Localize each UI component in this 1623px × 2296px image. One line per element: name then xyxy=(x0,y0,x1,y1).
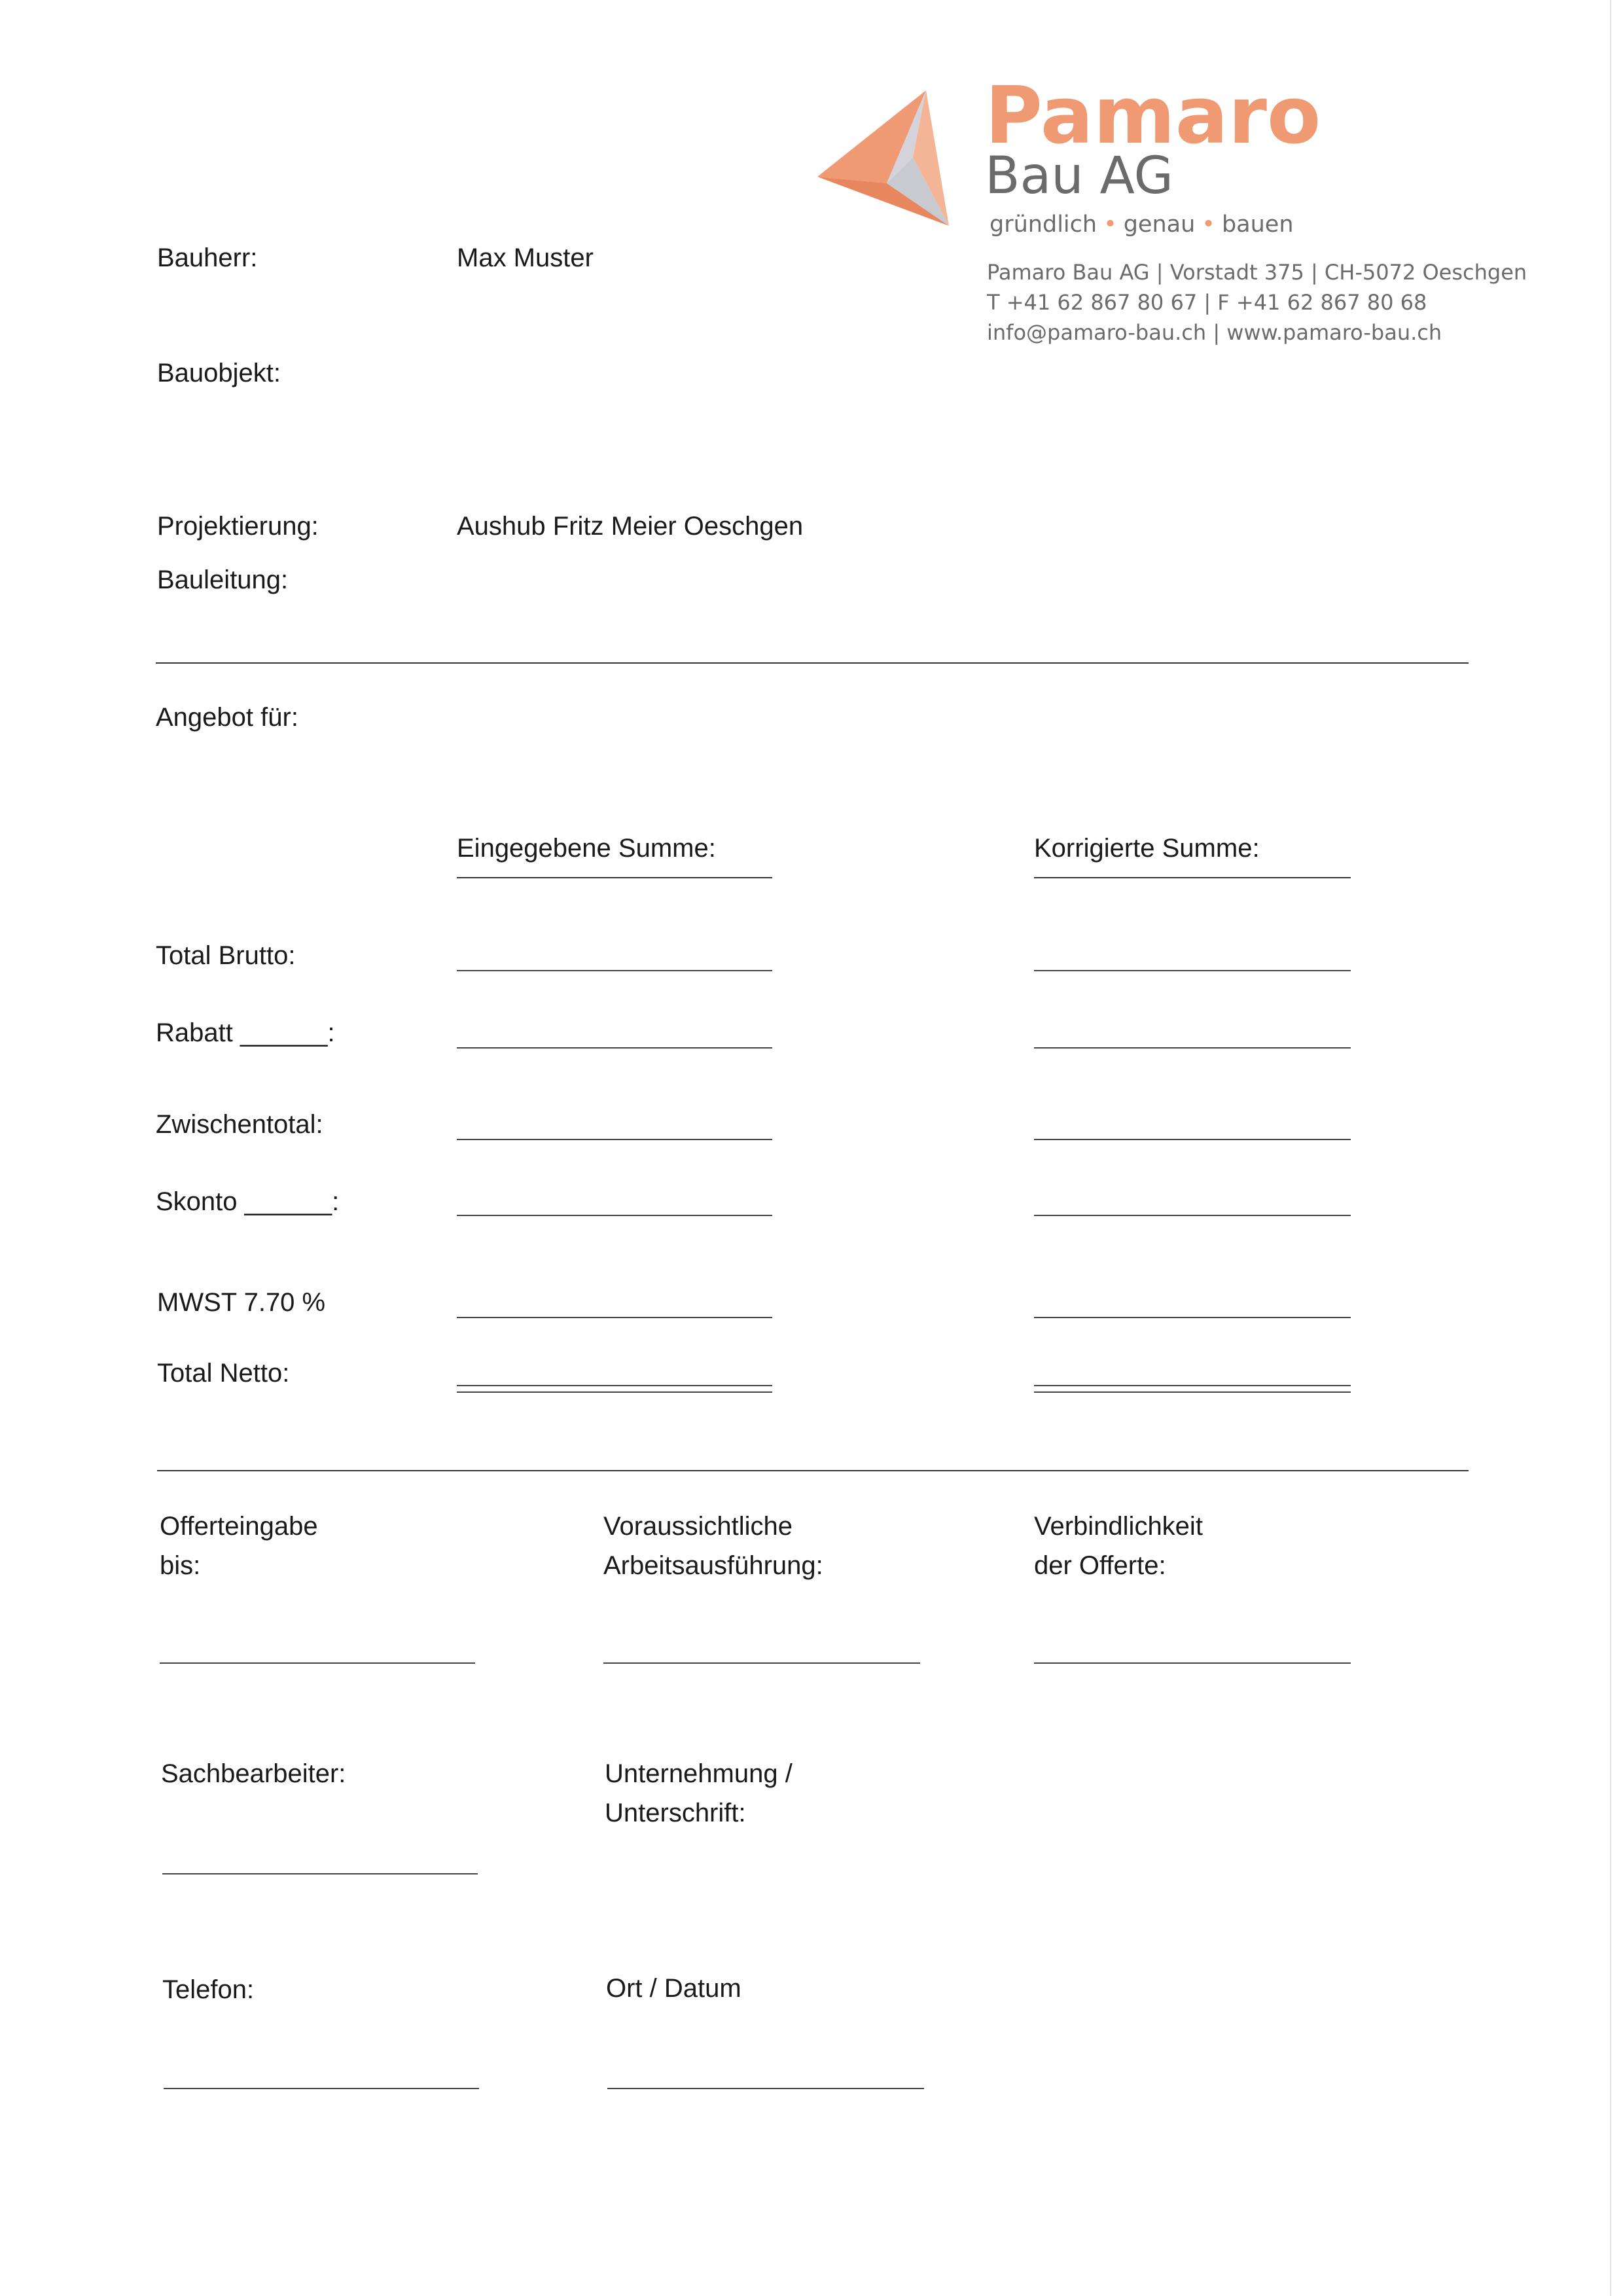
col-header-entered: Eingegebene Summe: xyxy=(457,834,716,863)
field-line-rabatt-entered[interactable] xyxy=(457,1047,772,1049)
company-phone: T +41 62 867 80 67 | F +41 62 867 80 68 xyxy=(987,290,1427,315)
field-line-telefon[interactable] xyxy=(164,2088,479,2089)
row-label-zwischentotal: Zwischentotal: xyxy=(156,1110,323,1139)
field-line-ort-datum[interactable] xyxy=(607,2088,924,2089)
sachbearbeiter-label: Sachbearbeiter: xyxy=(161,1759,346,1788)
bauleitung-label: Bauleitung: xyxy=(157,565,289,594)
field-line-total-brutto-corrected[interactable] xyxy=(1034,970,1351,971)
verbindlichkeit-label-line1: Verbindlichkeit xyxy=(1034,1512,1203,1541)
company-address: Pamaro Bau AG | Vorstadt 375 | CH-5072 Oeschgen xyxy=(987,260,1527,285)
col-header-entered-underline xyxy=(457,877,772,878)
row-label-mwst: MWST 7.70 % xyxy=(157,1288,326,1317)
arbeitsausfuehrung-label-line1: Voraussichtliche xyxy=(603,1512,793,1541)
field-line-mwst-corrected[interactable] xyxy=(1034,1317,1351,1318)
field-line-total-brutto-entered[interactable] xyxy=(457,970,772,971)
field-line-arbeitsausfuehrung[interactable] xyxy=(603,1662,920,1664)
tagline-word-2: genau xyxy=(1123,211,1196,238)
projektierung-label: Projektierung: xyxy=(157,512,319,541)
row-label-total-brutto: Total Brutto: xyxy=(156,941,296,970)
field-line-total-netto-corrected-double xyxy=(1034,1391,1351,1393)
tagline-word-3: bauen xyxy=(1221,211,1294,238)
bauherr-label: Bauherr: xyxy=(157,243,258,272)
pamaro-logo-icon xyxy=(815,85,959,236)
field-line-offerteingabe[interactable] xyxy=(160,1662,475,1664)
field-line-rabatt-corrected[interactable] xyxy=(1034,1047,1351,1049)
field-line-total-netto-entered[interactable] xyxy=(457,1385,772,1386)
offerteingabe-label-line1: Offerteingabe xyxy=(160,1512,318,1541)
divider-bottom xyxy=(157,1470,1469,1471)
unternehmung-label-line1: Unternehmung / xyxy=(605,1759,793,1788)
tagline-word-1: gründlich xyxy=(990,211,1097,238)
field-line-mwst-entered[interactable] xyxy=(457,1317,772,1318)
row-label-skonto: Skonto ______: xyxy=(156,1187,340,1216)
bauherr-value: Max Muster xyxy=(457,243,594,272)
tagline-dot-1: • xyxy=(1103,211,1117,238)
telefon-label: Telefon: xyxy=(162,1975,255,2004)
row-label-total-netto: Total Netto: xyxy=(157,1359,290,1388)
company-name: Pamaro xyxy=(985,71,1321,162)
bauobjekt-label: Bauobjekt: xyxy=(157,359,281,387)
field-line-total-netto-corrected[interactable] xyxy=(1034,1385,1351,1386)
unternehmung-label-line2: Unterschrift: xyxy=(605,1799,746,1827)
field-line-skonto-entered[interactable] xyxy=(457,1215,772,1216)
company-suffix: Bau AG xyxy=(985,147,1173,206)
col-header-corrected: Korrigierte Summe: xyxy=(1034,834,1260,863)
projektierung-value: Aushub Fritz Meier Oeschgen xyxy=(457,512,804,541)
field-line-zwischentotal-corrected[interactable] xyxy=(1034,1139,1351,1140)
field-line-verbindlichkeit[interactable] xyxy=(1034,1662,1351,1664)
field-line-skonto-corrected[interactable] xyxy=(1034,1215,1351,1216)
field-line-sachbearbeiter[interactable] xyxy=(162,1873,478,1874)
ort-datum-label: Ort / Datum xyxy=(606,1974,741,2003)
divider-top xyxy=(156,662,1469,664)
arbeitsausfuehrung-label-line2: Arbeitsausführung: xyxy=(603,1551,823,1580)
angebot-label: Angebot für: xyxy=(156,703,298,732)
company-web: info@pamaro-bau.ch | www.pamaro-bau.ch xyxy=(987,320,1442,345)
tagline-dot-2: • xyxy=(1202,211,1215,238)
offerteingabe-label-line2: bis: xyxy=(160,1551,201,1580)
field-line-zwischentotal-entered[interactable] xyxy=(457,1139,772,1140)
verbindlichkeit-label-line2: der Offerte: xyxy=(1034,1551,1166,1580)
col-header-corrected-underline xyxy=(1034,877,1351,878)
field-line-total-netto-entered-double xyxy=(457,1391,772,1393)
company-tagline xyxy=(990,211,1294,238)
row-label-rabatt: Rabatt ______: xyxy=(156,1018,335,1047)
scan-edge-line xyxy=(1610,0,1611,2296)
